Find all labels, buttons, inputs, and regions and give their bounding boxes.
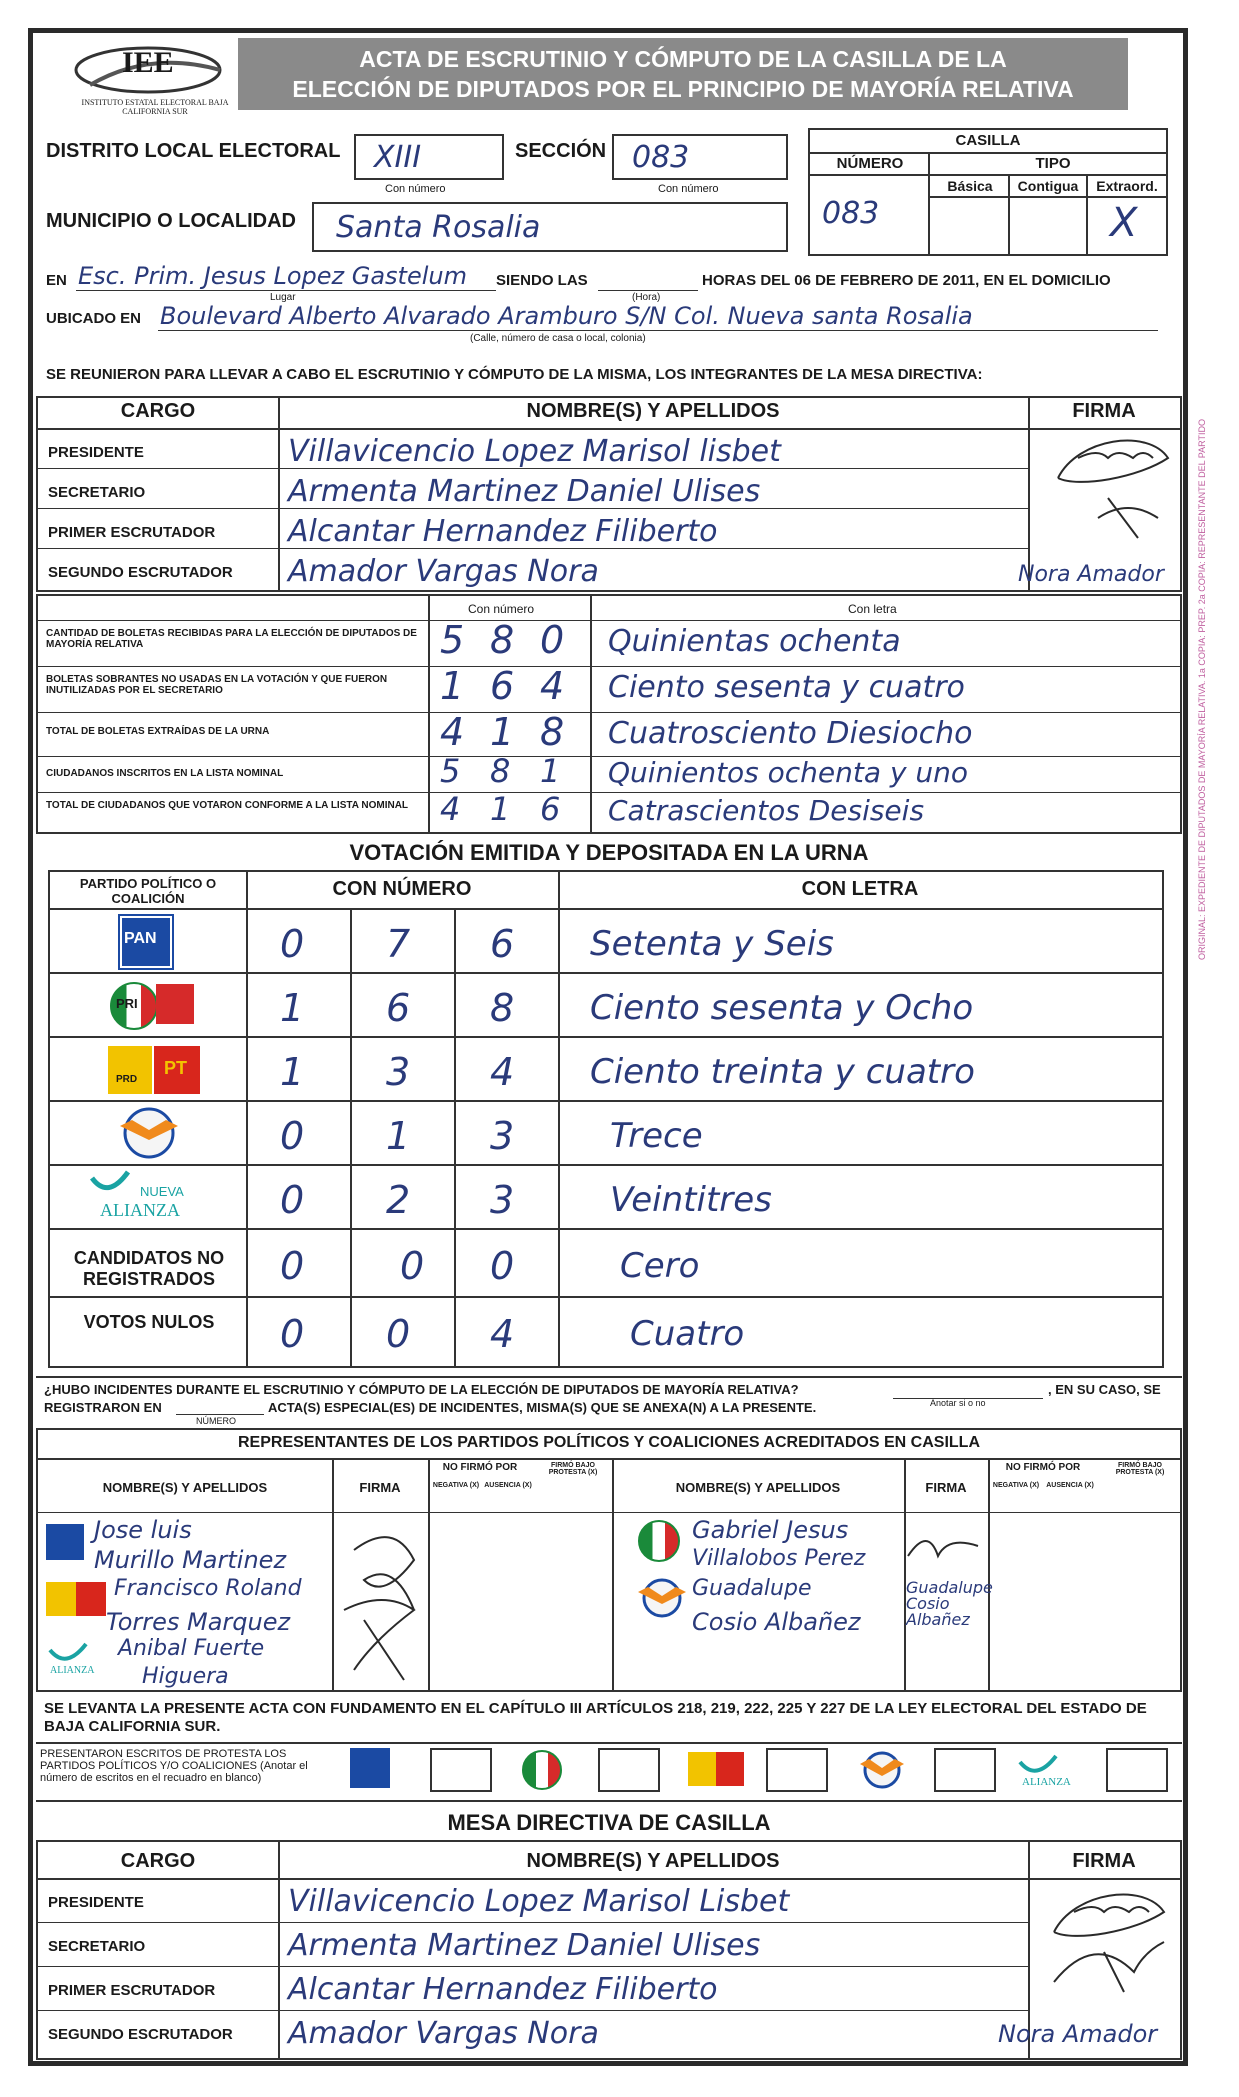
rep-ausencia-right: AUSENCIA (X): [1046, 1482, 1094, 1489]
reunieron-text: SE REUNIERON PARA LLEVAR A CABO EL ESCRUTINIO Y CÓMPUTO DE LA MISMA, LOS INTEGRANTES DE LA MESA DIRECTIVA:: [46, 366, 983, 383]
rep-title: REPRESENTANTES DE LOS PARTIDOS POLÍTICOS Y COALICIONES ACREDITADOS EN CASILLA: [238, 1434, 980, 1451]
boleta-label-3: CIUDADANOS INSCRITOS EN LA LISTA NOMINAL: [46, 768, 284, 779]
boleta-d2-3: 8: [490, 752, 511, 790]
side-note: ORIGINAL: EXPEDIENTE DE DIPUTADOS DE MAYORÍA RELATIVA. 1a COPIA: PREP. 2a COPIA: REPRESENTANTE DEL PARTIDO: [1197, 419, 1207, 960]
boleta-d3-3: 1: [540, 752, 561, 790]
boleta-d2-0: 8: [490, 618, 515, 662]
basica-label: Básica: [947, 178, 993, 194]
protesta-nueva-alianza-mark: [1016, 1752, 1086, 1788]
rep-right-0-signature: [898, 1526, 988, 1566]
v-d2-0: 7: [386, 922, 411, 966]
institute-name: INSTITUTO ESTATAL ELECTORAL BAJA CALIFORNIA SUR: [81, 98, 229, 116]
signature-drawing: [1038, 418, 1178, 548]
rep-right-1-n2: Cosio Albañez: [692, 1608, 861, 1636]
mesa2-firma-3: Nora Amador: [998, 2020, 1158, 2048]
title-line-1: ACTA DE ESCRUTINIO Y CÓMPUTO DE LA CASILLA DE LA: [359, 46, 1007, 72]
v-d3-6: 4: [490, 1312, 515, 1356]
municipality-field[interactable]: [312, 202, 788, 252]
v-d1-3: 0: [280, 1114, 305, 1158]
ubicado-value: Boulevard Alberto Alvarado Aramburo S/N Col. Nueva santa Rosalia: [160, 302, 973, 330]
section-field[interactable]: [612, 134, 788, 180]
rep-left-2-n1: Anibal Fuerte: [118, 1636, 265, 1661]
section-label: SECCIÓN: [515, 140, 607, 162]
ubicado-label: UBICADO EN: [46, 310, 142, 327]
rep-nueva-alianza-icon: [46, 1640, 106, 1676]
v-letra-2: Ciento treinta y cuatro: [590, 1052, 975, 1092]
prd-logo-text: PRD: [116, 1074, 138, 1085]
protesta-prs-box[interactable]: [934, 1748, 996, 1792]
v-d1-6: 0: [280, 1312, 305, 1356]
v-letra-4: Veintitres: [610, 1180, 772, 1220]
v-d3-0: 6: [490, 922, 515, 966]
incidentes-anotar: Anotar si o no: [930, 1398, 986, 1408]
rep-left-0-n2: Murillo Martinez: [94, 1546, 287, 1574]
boleta-d3-4: 6: [540, 790, 561, 828]
votacion-title: VOTACIÓN EMITIDA Y DEPOSITADA EN LA URNA: [349, 840, 869, 865]
pri-logo: [108, 980, 198, 1032]
protesta-pri-icon: [522, 1750, 562, 1790]
mesa1-firma-h: FIRMA: [1072, 400, 1136, 422]
nueva-alianza-icon: [90, 1170, 130, 1200]
boleta-d2-2: 1: [490, 710, 515, 754]
boleta-letra-3: Quinientos ochenta y uno: [608, 756, 969, 789]
en-value: Esc. Prim. Jesus Lopez Gastelum: [78, 262, 467, 290]
pan-logo-text: PAN: [124, 930, 157, 947]
ubicado-sub: (Calle, número de casa o local, colonia): [470, 333, 646, 344]
mesa1-table: [36, 396, 1182, 592]
municipality-label: MUNICIPIO O LOCALIDAD: [46, 210, 296, 232]
protesta-prd-pt-box[interactable]: [766, 1748, 828, 1792]
protesta-prs-mark: [856, 1750, 908, 1790]
partido-h: PARTIDO POLÍTICO O COALICIÓN: [79, 876, 217, 906]
mesa2-table: [36, 1840, 1182, 2060]
contigua-label: Contigua: [1017, 178, 1079, 194]
rep-nombre-h-left: NOMBRE(S) Y APELLIDOS: [102, 1480, 268, 1495]
section-sub: Con número: [658, 183, 719, 195]
pt-logo-text: PT: [164, 1058, 188, 1078]
boleta-d1-1: 1: [440, 664, 465, 708]
v-d3-5: 0: [490, 1244, 515, 1288]
representantes-table: [36, 1428, 1182, 1692]
v-d3-4: 3: [490, 1178, 515, 1222]
district-label: DISTRITO LOCAL ELECTORAL: [46, 140, 341, 162]
casilla-title: CASILLA: [955, 132, 1021, 149]
numero-h: CON NÚMERO: [332, 878, 472, 900]
mesa2-cargo-h: CARGO: [120, 1850, 196, 1872]
boleta-d2-4: 1: [490, 790, 511, 828]
rep-right-1-firma: Guadalupe Cosio Albañez: [906, 1578, 993, 1629]
mesa1-cargo-h: CARGO: [120, 400, 196, 422]
v-letra-6: Cuatro: [630, 1314, 745, 1354]
svg-text:ALIANZA: ALIANZA: [50, 1665, 95, 1676]
pvem-icon: [156, 984, 194, 1024]
rep-left-signatures: [334, 1520, 434, 1690]
boleta-d3-0: 0: [540, 618, 565, 662]
mesa2-signature-drawing: [1034, 1872, 1178, 2022]
boleta-d1-0: 5: [440, 618, 465, 662]
con-numero-h: Con número: [468, 602, 535, 616]
no-registrados-label: CANDIDATOS NO REGISTRADOS: [73, 1248, 225, 1289]
lugar-sub: Lugar: [270, 292, 296, 303]
v-d2-6: 0: [386, 1312, 411, 1356]
v-letra-3: Trece: [610, 1116, 703, 1156]
header-title: [238, 38, 1128, 110]
protesta-text: PRESENTARON ESCRITOS DE PROTESTA LOS PARTIDOS POLÍTICOS Y/O COALICIONES (Anotar el número de escritos en el recuadro en blanco): [40, 1748, 308, 1784]
rep-ausencia-left: AUSENCIA (X): [484, 1482, 532, 1489]
logo-text: IEE: [122, 46, 174, 79]
tipo-label: TIPO: [1035, 155, 1071, 172]
letra-h: CON LETRA: [801, 878, 919, 900]
mesa1-nombre-h: NOMBRE(S) Y APELLIDOS: [526, 400, 780, 422]
district-value: XIII: [374, 140, 422, 175]
rep-firma-h-left: FIRMA: [359, 1480, 401, 1495]
rep-right-0-n2: Villalobos Perez: [692, 1546, 866, 1571]
rep-pri-icon: [638, 1520, 680, 1562]
district-field[interactable]: [354, 134, 504, 180]
rep-firma-h-right: FIRMA: [925, 1480, 967, 1495]
v-d3-1: 8: [490, 986, 515, 1030]
mesa1-nombre-0: Villavicencio Lopez Marisol lisbet: [288, 434, 781, 469]
rep-left-1-n1: Francisco Roland: [114, 1576, 302, 1601]
boleta-d3-1: 4: [540, 664, 565, 708]
protesta-pan-box[interactable]: [430, 1748, 492, 1792]
v-d1-0: 0: [280, 922, 305, 966]
incidentes-line1: ¿HUBO INCIDENTES DURANTE EL ESCRUTINIO Y CÓMPUTO DE LA ELECCIÓN DE DIPUTADOS DE MAYORÍA RELATIVA?: [44, 1382, 799, 1397]
v-d1-2: 1: [280, 1050, 305, 1094]
mesa2-cargo-2: PRIMER ESCRUTADOR: [48, 1982, 216, 1999]
v-d2-4: 2: [386, 1178, 411, 1222]
boleta-letra-1: Ciento sesenta y cuatro: [608, 670, 965, 705]
boleta-letra-0: Quinientas ochenta: [608, 624, 901, 659]
v-d2-1: 6: [386, 986, 411, 1030]
boleta-d1-3: 5: [440, 752, 461, 790]
v-d1-5: 0: [280, 1244, 305, 1288]
rep-nueva-alianza-mark: [46, 1640, 106, 1676]
prd-pt-logo: [108, 1044, 204, 1096]
casilla-numero: 083: [822, 196, 880, 231]
mesa2-cargo-1: SECRETARIO: [48, 1938, 146, 1955]
mesa1-nombre-3: Amador Vargas Nora: [288, 554, 599, 589]
nueva-text: NUEVA: [140, 1184, 184, 1199]
rep-negativa-left: NEGATIVA (X): [432, 1482, 480, 1489]
incidentes-numero: NÚMERO: [196, 1416, 236, 1426]
boleta-d3-2: 8: [540, 710, 565, 754]
fundamento-text: SE LEVANTA LA PRESENTE ACTA CON FUNDAMENTO EN EL CAPÍTULO III ARTÍCULOS 218, 219, 222, 225 Y 227 DE LA LEY ELECTORAL DEL ESTADO DE BAJA CALIFORNIA SUR.: [44, 1700, 1147, 1735]
rep-nombre-h-right: NOMBRE(S) Y APELLIDOS: [675, 1480, 841, 1495]
incidentes-line2a: REGISTRARON EN: [44, 1400, 162, 1415]
v-letra-0: Setenta y Seis: [590, 924, 834, 964]
hora-sub: (Hora): [632, 292, 661, 303]
boleta-label-4: TOTAL DE CIUDADANOS QUE VOTARON CONFORME A LA LISTA NOMINAL: [46, 800, 409, 811]
v-d1-1: 1: [280, 986, 305, 1030]
prs-icon: [114, 1106, 184, 1160]
title-line-2: ELECCIÓN DE DIPUTADOS POR EL PRINCIPIO DE MAYORÍA RELATIVA: [292, 76, 1074, 102]
casilla-box: [808, 128, 1168, 256]
v-d2-3: 1: [386, 1114, 411, 1158]
rep-prs-icon: [634, 1578, 690, 1618]
boleta-letra-4: Catrascientos Desiseis: [608, 794, 925, 827]
rep-right-0-n1: Gabriel Jesus: [692, 1516, 849, 1544]
boleta-label-2: TOTAL DE BOLETAS EXTRAÍDAS DE LA URNA: [46, 726, 270, 737]
protesta-prd-pt-icon: [688, 1752, 744, 1786]
votos-nulos-label: VOTOS NULOS: [83, 1312, 215, 1332]
rep-pan-icon: [46, 1524, 84, 1560]
mesa2-nombre-0: Villavicencio Lopez Marisol Lisbet: [288, 1884, 790, 1919]
v-letra-1: Ciento sesenta y Ocho: [590, 988, 974, 1028]
section-value: 083: [632, 140, 690, 175]
mesa1-nombre-2: Alcantar Hernandez Filiberto: [288, 514, 718, 549]
alianza-text: ALIANZA: [100, 1200, 180, 1220]
rep-left-0-n1: Jose luis: [94, 1516, 192, 1544]
mesa1-firma-3: Nora Amador: [1018, 562, 1164, 587]
mesa2-cargo-3: SEGUNDO ESCRUTADOR: [48, 2026, 233, 2043]
mesa2-cargo-0: PRESIDENTE: [48, 1894, 144, 1911]
rep-protesta-right: FIRMÓ BAJO PROTESTA (X): [1115, 1462, 1165, 1476]
extraord-mark[interactable]: X: [1110, 200, 1138, 246]
votacion-table: [48, 870, 1164, 1368]
rep-prd-pt-icon: [46, 1582, 106, 1616]
boletas-table: [36, 594, 1182, 834]
mesa2-firma-h: FIRMA: [1072, 1850, 1136, 1872]
nueva-alianza-logo: [90, 1170, 210, 1224]
rep-left-2-n2: Higuera: [142, 1664, 229, 1689]
protesta-nueva-alianza-icon: [1016, 1752, 1086, 1788]
v-d2-5: 0: [400, 1244, 425, 1288]
protesta-prs-icon: [856, 1750, 908, 1790]
rep-nofirmo-h-left: NO FIRMÓ POR: [442, 1462, 518, 1473]
district-sub: Con número: [385, 183, 446, 195]
v-letra-5: Cero: [620, 1246, 700, 1286]
prs-logo: [114, 1106, 184, 1160]
municipality-value: Santa Rosalia: [336, 210, 541, 245]
con-letra-h: Con letra: [848, 602, 897, 616]
boleta-label-1: BOLETAS SOBRANTES NO USADAS EN LA VOTACIÓN Y QUE FUERON INUTILIZADAS POR EL SECRETARIO: [46, 674, 388, 696]
rep-protesta-left: FIRMÓ BAJO PROTESTA (X): [548, 1462, 598, 1476]
boleta-d1-2: 4: [440, 710, 465, 754]
protesta-pan-icon: [350, 1748, 390, 1788]
prd-icon: [108, 1046, 152, 1094]
v-d3-3: 3: [490, 1114, 515, 1158]
pan-logo: [116, 914, 180, 968]
mesa2-nombre-3: Amador Vargas Nora: [288, 2016, 599, 2051]
v-d2-2: 3: [386, 1050, 411, 1094]
horas-text: HORAS DEL 06 DE FEBRERO DE 2011, EN EL DOMICILIO: [702, 272, 1111, 289]
mesa2-nombre-h: NOMBRE(S) Y APELLIDOS: [526, 1850, 780, 1872]
rep-prs-mark: [634, 1578, 690, 1618]
mesa2-nombre-2: Alcantar Hernandez Filiberto: [288, 1972, 718, 2007]
mesa1-nombre-1: Armenta Martinez Daniel Ulises: [288, 474, 761, 509]
pri-logo-text: PRI: [116, 996, 138, 1011]
boleta-letra-2: Cuatrosciento Diesiocho: [608, 716, 973, 751]
v-d3-2: 4: [490, 1050, 515, 1094]
en-label: EN: [46, 272, 67, 289]
numero-label: NÚMERO: [836, 155, 904, 172]
rep-negativa-right: NEGATIVA (X): [992, 1482, 1040, 1489]
mesa2-title: MESA DIRECTIVA DE CASILLA: [447, 1810, 771, 1835]
v-d1-4: 0: [280, 1178, 305, 1222]
boleta-label-0: CANTIDAD DE BOLETAS RECIBIDAS PARA LA ELECCIÓN DE DIPUTADOS DE MAYORÍA RELATIVA: [46, 628, 417, 650]
mesa1-cargo-0: PRESIDENTE: [48, 444, 144, 461]
iee-logo: [60, 40, 230, 120]
mesa1-cargo-1: SECRETARIO: [48, 484, 146, 501]
protesta-pri-box[interactable]: [598, 1748, 660, 1792]
extraord-label: Extraord.: [1096, 178, 1158, 194]
rep-left-1-n2: Torres Marquez: [106, 1608, 291, 1636]
incidentes-line1b: , EN SU CASO, SE: [1048, 1382, 1161, 1397]
mesa2-nombre-1: Armenta Martinez Daniel Ulises: [288, 1928, 761, 1963]
siendo-label: SIENDO LAS: [496, 272, 588, 289]
protesta-nueva-alianza-box[interactable]: [1106, 1748, 1168, 1792]
mesa1-cargo-2: PRIMER ESCRUTADOR: [48, 524, 216, 541]
svg-text:ALIANZA: ALIANZA: [1022, 1776, 1071, 1788]
boleta-d1-4: 4: [440, 790, 461, 828]
rep-right-1-n1: Guadalupe: [692, 1576, 812, 1601]
rep-nofirmo-h-right: NO FIRMÓ POR: [1005, 1462, 1081, 1473]
mesa1-cargo-3: SEGUNDO ESCRUTADOR: [48, 564, 233, 581]
incidentes-line2b: ACTA(S) ESPECIAL(ES) DE INCIDENTES, MISMA(S) QUE SE ANEXA(N) A LA PRESENTE.: [268, 1400, 817, 1415]
boleta-d2-1: 6: [490, 664, 515, 708]
